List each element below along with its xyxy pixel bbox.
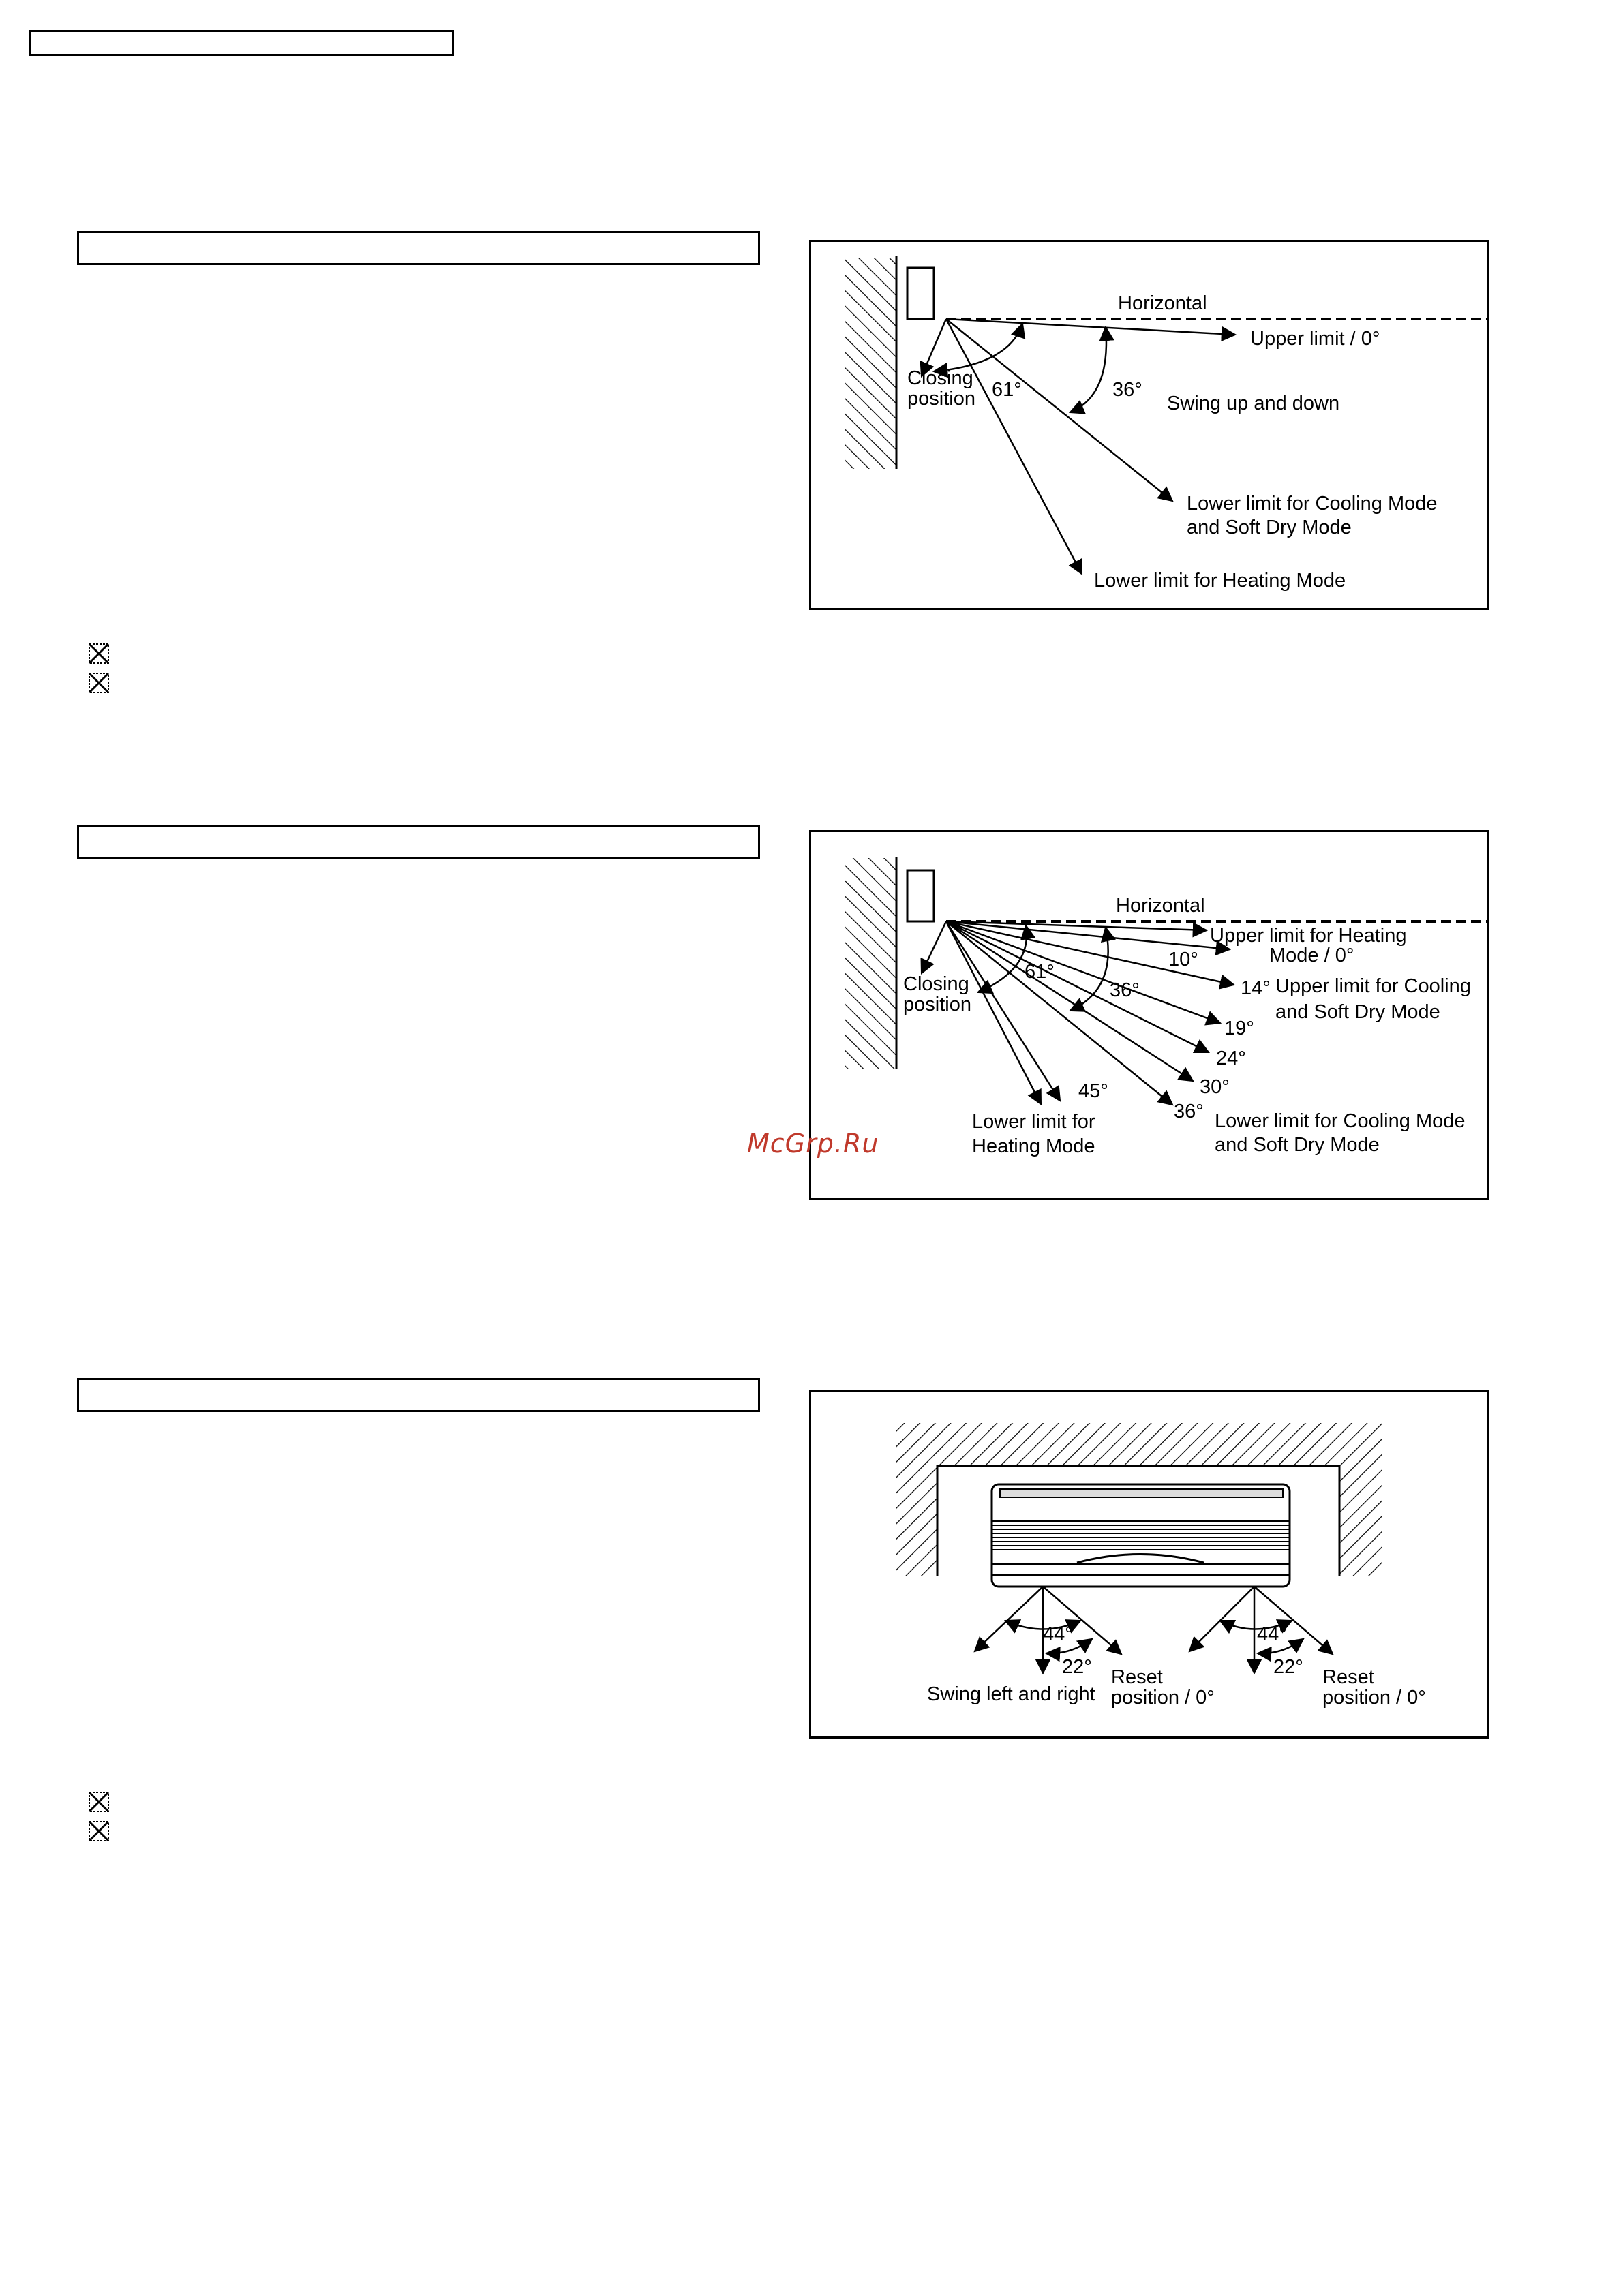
label-reset1-2: position / 0°	[1111, 1687, 1215, 1709]
wall-hatch	[845, 258, 896, 469]
label-61: 61°	[992, 379, 1022, 401]
label-swing: Swing up and down	[1167, 393, 1340, 414]
label-closing-1: Closing	[903, 973, 969, 995]
label-reset2-2: position / 0°	[1322, 1687, 1426, 1709]
label-lower-heat-2: Heating Mode	[972, 1135, 1095, 1157]
label-upper-limit: Upper limit / 0°	[1250, 328, 1380, 350]
label-45: 45°	[1078, 1080, 1108, 1102]
label-lower-heat-1: Lower limit for	[972, 1111, 1095, 1133]
label-lower-cool-1: Lower limit for Cooling Mode	[1187, 493, 1438, 515]
label-right-44: 44°	[1257, 1623, 1287, 1645]
arc-36	[1070, 327, 1106, 412]
label-reset1-1: Reset	[1111, 1666, 1163, 1688]
left-ray-left	[975, 1587, 1043, 1651]
label-upper-heat-2: Mode / 0°	[1269, 945, 1354, 966]
section-bar-3	[77, 1378, 760, 1412]
ray-30	[946, 921, 1193, 1081]
label-10: 10°	[1168, 949, 1198, 970]
right-ray-left	[1189, 1587, 1254, 1651]
lower-cool-ray	[946, 319, 1172, 501]
vertical-airflow-diagram-2	[809, 830, 1489, 1200]
label-lower-cool-1: Lower limit for Cooling Mode	[1215, 1110, 1466, 1132]
upper-limit-ray	[946, 319, 1235, 335]
label-36-arc: 36°	[1110, 979, 1140, 1001]
note-mark-icon	[86, 1818, 112, 1844]
label-closing-2: position	[907, 388, 975, 410]
label-30: 30°	[1200, 1076, 1230, 1098]
label-upper-cool-1: Upper limit for Cooling	[1275, 975, 1471, 997]
wall-hatch	[845, 858, 896, 1069]
lower-heat-ray	[946, 319, 1082, 574]
label-61: 61°	[1025, 961, 1055, 983]
label-lower-cool-2: and Soft Dry Mode	[1187, 517, 1352, 538]
label-horizontal: Horizontal	[1118, 292, 1207, 314]
section-bar-1	[77, 231, 760, 265]
section-bar-2	[77, 825, 760, 859]
label-left-44: 44°	[1043, 1623, 1073, 1645]
label-upper-cool-2: and Soft Dry Mode	[1275, 1001, 1440, 1023]
label-lower-cool-2: and Soft Dry Mode	[1215, 1134, 1380, 1156]
label-19: 19°	[1224, 1017, 1254, 1039]
label-swing: Swing left and right	[927, 1683, 1095, 1705]
arc-61	[934, 324, 1022, 371]
note-mark-icon	[86, 670, 112, 696]
label-closing-2: position	[903, 994, 971, 1015]
label-left-22: 22°	[1062, 1656, 1092, 1678]
header-box	[29, 30, 454, 56]
label-reset2-1: Reset	[1322, 1666, 1374, 1688]
label-14: 14°	[1241, 977, 1271, 999]
indoor-unit	[907, 870, 934, 921]
label-36: 36°	[1174, 1101, 1204, 1122]
vertical-airflow-diagram-1	[809, 240, 1489, 610]
indoor-unit-grille	[992, 1520, 1289, 1550]
horizontal-airflow-diagram	[809, 1390, 1489, 1739]
note-mark-icon	[86, 1789, 112, 1815]
label-horizontal: Horizontal	[1116, 895, 1205, 917]
indoor-unit	[907, 268, 934, 319]
ray-24	[946, 921, 1209, 1052]
label-lower-heat: Lower limit for Heating Mode	[1094, 570, 1346, 592]
note-mark-icon	[86, 641, 112, 667]
label-right-22: 22°	[1273, 1656, 1303, 1678]
label-upper-heat-1: Upper limit for Heating	[1210, 925, 1407, 947]
label-24: 24°	[1216, 1047, 1246, 1069]
closing-ray	[922, 921, 946, 973]
label-36: 36°	[1112, 379, 1142, 401]
indoor-unit-top	[1000, 1489, 1283, 1497]
label-closing-1: Closing	[907, 367, 973, 389]
ray-36	[946, 921, 1172, 1105]
watermark: McGrp.Ru	[747, 1129, 879, 1159]
